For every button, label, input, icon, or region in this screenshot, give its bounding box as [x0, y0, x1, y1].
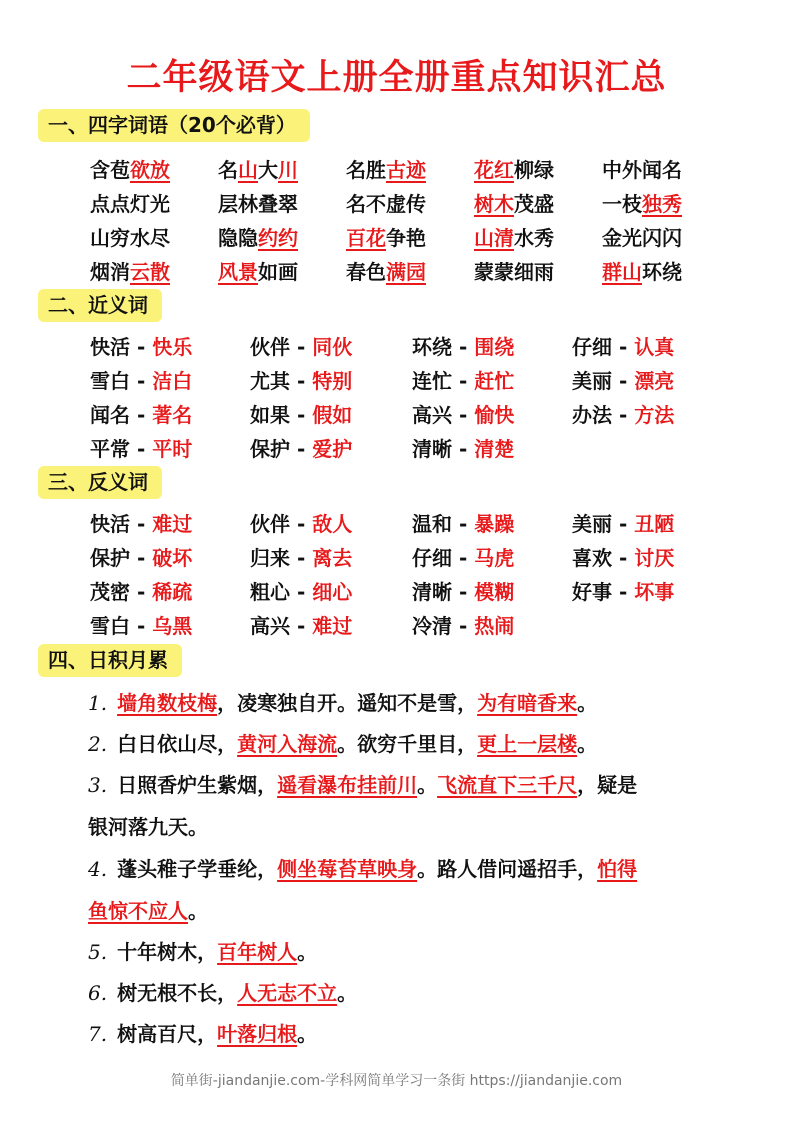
dash-separator: -: [612, 403, 635, 427]
idiom-text: 金光闪闪: [602, 226, 682, 250]
idiom-item: [602, 255, 682, 289]
poem-line-2: [88, 723, 753, 765]
idiom-answer: 川: [278, 158, 298, 182]
idiom-item: [90, 255, 170, 289]
poem-text: ，疑是: [577, 773, 638, 797]
poem-answer: 叶落归根: [217, 1022, 298, 1046]
synonym-word: 办法: [572, 403, 612, 427]
antonym-answer: 破坏: [152, 546, 193, 570]
section-heading-daily-accumulation: 四、日积月累: [38, 644, 182, 677]
antonym-word: 茂密: [90, 580, 130, 604]
antonym-word: 美丽: [572, 512, 612, 536]
poem-answer: 飞流直下三千尺: [437, 773, 578, 797]
antonym-row: [90, 541, 770, 575]
antonym-word: 清晰: [412, 580, 452, 604]
idiom-item: [602, 221, 682, 255]
synonym-pair: [572, 364, 674, 398]
poem-answer: 怕得: [597, 857, 638, 881]
idiom-item: [90, 153, 170, 187]
synonym-word: 如果: [250, 403, 290, 427]
poem-text: ，凌寒独自开。遥知不是雪，: [217, 691, 478, 715]
synonym-word: 雪白: [90, 369, 130, 393]
dash-separator: -: [130, 403, 153, 427]
dash-separator: -: [130, 335, 153, 359]
dash-separator: -: [130, 512, 153, 536]
poem-text: 白日依山尽，: [117, 732, 238, 756]
synonym-pair: [250, 398, 352, 432]
antonym-answer: 乌黑: [152, 614, 193, 638]
antonym-answer: 稀疏: [152, 580, 193, 604]
synonym-pair: [572, 398, 674, 432]
idiom-text: 如画: [258, 260, 298, 284]
synonym-answer: 围绕: [474, 335, 515, 359]
synonym-answer: 快乐: [152, 335, 193, 359]
antonym-row: [90, 609, 770, 643]
antonym-row: [90, 575, 770, 609]
idiom-text: 名: [218, 158, 238, 182]
poem-answer: 黄河入海流: [237, 732, 338, 756]
poem-text: 日照香炉生紫烟，: [117, 773, 278, 797]
poem-text: 。: [417, 773, 438, 797]
synonym-pair: [250, 432, 352, 466]
dash-separator: -: [452, 512, 475, 536]
dash-separator: -: [130, 546, 153, 570]
poem-line-3-continued: [88, 806, 753, 848]
poem-number: 5.: [88, 940, 108, 964]
synonym-word: 环绕: [412, 335, 452, 359]
synonym-pair: [90, 398, 192, 432]
idiom-answer: 群山: [602, 260, 642, 284]
antonym-word: 高兴: [250, 614, 290, 638]
dash-separator: -: [290, 546, 313, 570]
antonym-pair: [250, 507, 352, 541]
dash-separator: -: [452, 580, 475, 604]
idiom-item: [346, 221, 426, 255]
antonym-pair: [250, 609, 352, 643]
idiom-text: 一枝: [602, 192, 642, 216]
idiom-text: 名不虚传: [346, 192, 426, 216]
dash-separator: -: [612, 512, 635, 536]
antonym-word: 冷清: [412, 614, 452, 638]
synonym-word: 清晰: [412, 437, 452, 461]
idiom-text: 名胜: [346, 158, 386, 182]
synonym-answer: 著名: [152, 403, 193, 427]
idiom-item: [90, 187, 170, 221]
dash-separator: -: [290, 512, 313, 536]
poem-answer: 人无志不立: [237, 981, 338, 1005]
synonym-answer: 方法: [634, 403, 675, 427]
antonym-pair: [250, 575, 352, 609]
dash-separator: -: [452, 614, 475, 638]
section-heading-four-char-idioms: 一、四字词语（20个必背）: [38, 109, 310, 142]
antonym-word: 好事: [572, 580, 612, 604]
idiom-row: [90, 187, 770, 221]
poem-text: 树高百尺，: [117, 1022, 218, 1046]
dash-separator: -: [290, 437, 313, 461]
antonym-word: 雪白: [90, 614, 130, 638]
dash-separator: -: [290, 335, 313, 359]
dash-separator: -: [612, 335, 635, 359]
idiom-text: 烟消: [90, 260, 130, 284]
footer-watermark: 简单街-jiandanjie.com-学科网简单学习一条街 https://jiandanjie.com: [170, 1073, 623, 1089]
synonym-word: 快活: [90, 335, 130, 359]
idiom-item: [218, 255, 298, 289]
antonym-word: 仔细: [412, 546, 452, 570]
idiom-answer: 独秀: [642, 192, 682, 216]
antonym-answer: 敌人: [312, 512, 353, 536]
idiom-text: 柳绿: [514, 158, 554, 182]
idiom-item: [346, 153, 426, 187]
idiom-item: [474, 187, 554, 221]
idiom-item: [474, 153, 554, 187]
idiom-text: 含苞: [90, 158, 130, 182]
antonym-answer: 离去: [312, 546, 353, 570]
synonym-answer: 假如: [312, 403, 353, 427]
synonym-word: 伙伴: [250, 335, 290, 359]
synonym-pair: [412, 364, 514, 398]
idiom-text: 争艳: [386, 226, 426, 250]
poem-text: 。: [297, 1022, 318, 1046]
synonym-answer: 特别: [312, 369, 353, 393]
idiom-item: [346, 255, 426, 289]
synonym-answer: 漂亮: [634, 369, 675, 393]
antonym-pair: [90, 609, 192, 643]
poem-answer: 为有暗香来: [477, 691, 578, 715]
dash-separator: -: [130, 614, 153, 638]
synonym-pair: [250, 330, 352, 364]
dash-separator: -: [452, 546, 475, 570]
synonym-pair: [412, 398, 514, 432]
poem-answer: 更上一层楼: [477, 732, 578, 756]
poem-line-7: [88, 1013, 753, 1055]
antonym-pair: [90, 507, 192, 541]
antonym-pair: [572, 541, 674, 575]
poem-text: 。路人借问遥招手，: [417, 857, 598, 881]
idiom-answer: 欲放: [130, 158, 170, 182]
idiom-item: [602, 153, 682, 187]
idiom-item: [218, 153, 298, 187]
synonym-pair: [250, 364, 352, 398]
idiom-item: [346, 187, 426, 221]
idiom-item: [474, 255, 554, 289]
poem-line-3: [88, 764, 753, 806]
poem-text: 银河落九天。: [88, 815, 208, 839]
poem-text: 十年树木，: [117, 940, 218, 964]
poem-number: 1.: [88, 691, 108, 715]
poem-answer: 遥看瀑布挂前川: [277, 773, 418, 797]
antonym-pair: [412, 507, 514, 541]
idiom-item: [218, 221, 298, 255]
poem-number: 2.: [88, 732, 108, 756]
poem-answer: 百年树人: [217, 940, 298, 964]
synonym-pair: [412, 330, 514, 364]
synonym-row: [90, 398, 770, 432]
antonym-answer: 热闹: [474, 614, 515, 638]
poem-line-4: [88, 848, 753, 890]
poem-text: 树无根不长，: [117, 981, 238, 1005]
idiom-answer: 古迹: [386, 158, 426, 182]
synonym-pair: [90, 330, 192, 364]
antonym-word: 喜欢: [572, 546, 612, 570]
dash-separator: -: [452, 437, 475, 461]
poem-line-4-continued: [88, 890, 753, 932]
antonym-word: 伙伴: [250, 512, 290, 536]
antonym-word: 粗心: [250, 580, 290, 604]
antonym-pair: [250, 541, 352, 575]
dash-separator: -: [452, 403, 475, 427]
section-heading-synonyms: 二、近义词: [38, 289, 162, 322]
poem-answer: 鱼惊不应人: [88, 899, 188, 923]
idiom-answer: 风景: [218, 260, 258, 284]
idiom-answer: 树木: [474, 192, 514, 216]
antonym-word: 归来: [250, 546, 290, 570]
antonym-answer: 细心: [312, 580, 353, 604]
idiom-text: 隐隐: [218, 226, 258, 250]
poem-line-1: [88, 682, 753, 724]
idiom-answer: 约约: [258, 226, 298, 250]
idiom-answer: 满园: [386, 260, 426, 284]
antonym-word: 保护: [90, 546, 130, 570]
synonym-answer: 愉快: [474, 403, 515, 427]
idiom-text: 环绕: [642, 260, 682, 284]
idiom-item: [474, 221, 554, 255]
antonym-pair: [90, 575, 192, 609]
poem-number: 3.: [88, 773, 108, 797]
poem-text: 。: [297, 940, 318, 964]
antonym-word: 快活: [90, 512, 130, 536]
antonym-row: [90, 507, 770, 541]
poem-answer: 墙角数枝梅: [117, 691, 218, 715]
poem-line-5: [88, 931, 753, 973]
idiom-text: 茂盛: [514, 192, 554, 216]
idiom-answer: 山: [238, 158, 258, 182]
synonym-pair: [572, 330, 674, 364]
poem-line-6: [88, 972, 753, 1014]
poem-number: 4.: [88, 857, 108, 881]
synonym-row: [90, 330, 770, 364]
antonym-answer: 坏事: [634, 580, 675, 604]
antonym-pair: [572, 575, 674, 609]
antonym-pair: [412, 609, 514, 643]
idiom-text: 水秀: [514, 226, 554, 250]
idiom-row: [90, 255, 770, 289]
dash-separator: -: [290, 580, 313, 604]
idiom-text: 中外闻名: [602, 158, 682, 182]
dash-separator: -: [130, 369, 153, 393]
dash-separator: -: [452, 335, 475, 359]
idiom-answer: 花红: [474, 158, 514, 182]
dash-separator: -: [130, 580, 153, 604]
synonym-word: 闻名: [90, 403, 130, 427]
synonym-answer: 爱护: [312, 437, 353, 461]
synonym-word: 连忙: [412, 369, 452, 393]
poem-text: 。: [188, 899, 208, 923]
idiom-answer: 云散: [130, 260, 170, 284]
synonym-word: 高兴: [412, 403, 452, 427]
dash-separator: -: [612, 580, 635, 604]
dash-separator: -: [452, 369, 475, 393]
antonym-word: 温和: [412, 512, 452, 536]
idiom-text: 层林叠翠: [218, 192, 298, 216]
poem-number: 6.: [88, 981, 108, 1005]
synonym-pair: [90, 432, 192, 466]
antonym-pair: [412, 541, 514, 575]
page-title: 二年级语文上册全册重点知识汇总: [126, 58, 667, 98]
idiom-item: [90, 221, 170, 255]
dash-separator: -: [290, 369, 313, 393]
idiom-text: 大: [258, 158, 278, 182]
antonym-answer: 讨厌: [634, 546, 675, 570]
idiom-text: 山穷水尽: [90, 226, 170, 250]
idiom-text: 春色: [346, 260, 386, 284]
antonym-answer: 模糊: [474, 580, 515, 604]
synonym-answer: 洁白: [152, 369, 193, 393]
antonym-answer: 马虎: [474, 546, 515, 570]
dash-separator: -: [130, 437, 153, 461]
poem-number: 7.: [88, 1022, 108, 1046]
synonym-word: 平常: [90, 437, 130, 461]
antonym-pair: [90, 541, 192, 575]
antonym-answer: 难过: [312, 614, 353, 638]
synonym-answer: 认真: [634, 335, 675, 359]
synonym-row: [90, 432, 770, 466]
idiom-text: 蒙蒙细雨: [474, 260, 554, 284]
idiom-row: [90, 153, 770, 187]
section-heading-antonyms: 三、反义词: [38, 466, 162, 499]
synonym-answer: 平时: [152, 437, 193, 461]
poem-text: 蓬头稚子学垂纶，: [117, 857, 278, 881]
poem-text: 。欲穷千里目，: [337, 732, 478, 756]
dash-separator: -: [612, 369, 635, 393]
idiom-item: [218, 187, 298, 221]
antonym-answer: 丑陋: [634, 512, 675, 536]
dash-separator: -: [290, 403, 313, 427]
idiom-answer: 山清: [474, 226, 514, 250]
idiom-row: [90, 221, 770, 255]
idiom-item: [602, 187, 682, 221]
dash-separator: -: [612, 546, 635, 570]
synonym-answer: 赶忙: [474, 369, 515, 393]
idiom-answer: 百花: [346, 226, 386, 250]
synonym-word: 美丽: [572, 369, 612, 393]
poem-text: 。: [577, 732, 598, 756]
synonym-answer: 同伙: [312, 335, 353, 359]
poem-text: 。: [337, 981, 358, 1005]
synonym-answer: 清楚: [474, 437, 515, 461]
synonym-pair: [90, 364, 192, 398]
synonym-pair: [412, 432, 514, 466]
synonym-row: [90, 364, 770, 398]
poem-answer: 侧坐莓苔草映身: [277, 857, 418, 881]
synonym-word: 保护: [250, 437, 290, 461]
synonym-word: 尤其: [250, 369, 290, 393]
antonym-answer: 难过: [152, 512, 193, 536]
poem-text: 。: [577, 691, 598, 715]
antonym-answer: 暴躁: [474, 512, 515, 536]
antonym-pair: [412, 575, 514, 609]
antonym-pair: [572, 507, 674, 541]
idiom-text: 点点灯光: [90, 192, 170, 216]
synonym-word: 仔细: [572, 335, 612, 359]
dash-separator: -: [290, 614, 313, 638]
